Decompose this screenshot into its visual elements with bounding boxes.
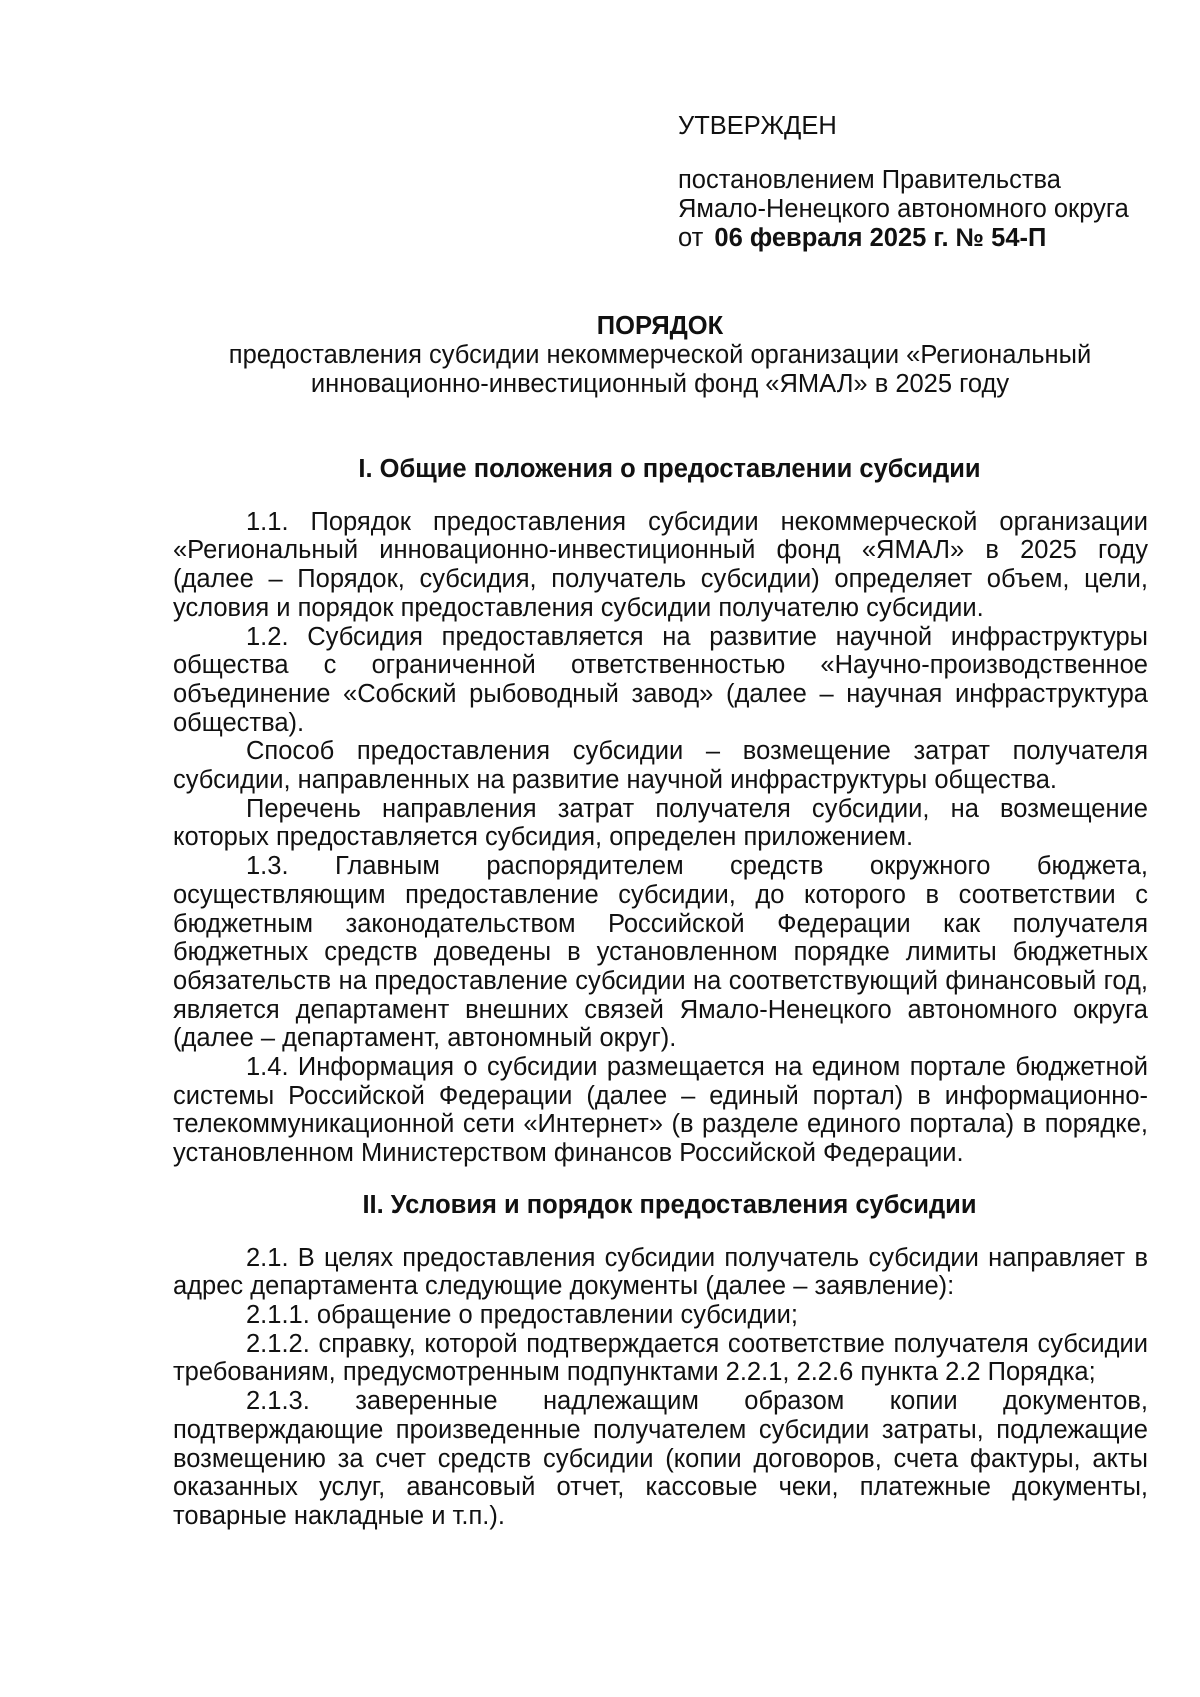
approval-date-prefix: от	[678, 224, 704, 252]
approval-date-line	[678, 224, 1178, 253]
approved-stamp-text: УТВЕРЖДЕН	[678, 112, 837, 140]
document-body	[173, 455, 1148, 1531]
paragraph-1-1: 1.1. Порядок предоставления субсидии некоммерческой организации «Региональный инновационно-инвестиционный фонд «ЯМАЛ» в 2025 году (далее – Порядок, субсидия, получатель субсидии) определяет объем, цели, условия и порядок предоставления субсидии получателю субсидии.	[173, 507, 1148, 622]
approval-block	[678, 112, 1178, 253]
paragraph-1-2: 1.2. Субсидия предоставляется на развитие научной инфраструктуры общества с ограниченной ответственностью «Научно-производственное объединение «Собский рыбоводный завод» (далее – научная инфраструктура общества).	[173, 622, 1148, 737]
document-title: ПОРЯДОК	[596, 312, 724, 340]
approval-line-1: постановлением Правительства	[678, 166, 1061, 194]
paragraph-method: Способ предоставления субсидии – возмещение затрат получателя субсидии, направленных на развитие научной инфраструктуры общества.	[173, 737, 1148, 795]
document-subtitle-line-1: предоставления субсидии некоммерческой организации «Региональный	[228, 341, 1092, 369]
paragraph-1-4: 1.4. Информация о субсидии размещается на едином портале бюджетной системы Российской Федерации (далее – единый портал) в информационно-телекоммуникационной сети «Интернет» (в разделе единого портала) в порядке, установленном Министерством финансов Российской Федерации.	[173, 1053, 1148, 1168]
paragraph-2-1-3: 2.1.3. заверенные надлежащим образом копии документов, подтверждающие произведенные получателем субсидии затраты, подлежащие возмещению за счет средств субсидии (копии договоров, счета фактуры, акты оказанных услуг, авансовый отчет, кассовые чеки, платежные документы, товарные накладные и т.п.).	[173, 1387, 1148, 1530]
approval-date-value: 06 февраля 2025 г. № 54-П	[714, 224, 1047, 252]
paragraph-cost-list: Перечень направления затрат получателя субсидии, на возмещение которых предоставляется субсидия, определен приложением.	[173, 794, 1148, 852]
document-title-block	[170, 312, 1150, 399]
approval-line-2: Ямало-Ненецкого автономного округа	[678, 195, 1129, 223]
section-heading-1: I. Общие положения о предоставлении субсидии	[358, 455, 981, 483]
document-subtitle-line-2: инновационно-инвестиционный фонд «ЯМАЛ» в 2025 году	[310, 370, 1010, 398]
paragraph-2-1-2: 2.1.2. справку, которой подтверждается соответствие получателя субсидии требованиям, предусмотренным подпунктами 2.2.1, 2.2.6 пункта 2.2 Порядка;	[173, 1329, 1148, 1387]
paragraph-2-1: 2.1. В целях предоставления субсидии получатель субсидии направляет в адрес департамента следующие документы (далее – заявление):	[173, 1243, 1148, 1301]
section-heading-2: II. Условия и порядок предоставления субсидии	[362, 1190, 977, 1219]
paragraph-1-3: 1.3. Главным распорядителем средств окружного бюджета, осуществляющим предоставление субсидии, до которого в соответствии с бюджетным законодательством Российской Федерации как получателя бюджетных средств доведены в установленном порядке лимиты бюджетных обязательств на предоставление субсидии на соответствующий финансовый год, является департамент внешних связей Ямало-Ненецкого автономного округа (далее – департамент, автономный округ).	[173, 852, 1148, 1053]
paragraph-2-1-1: 2.1.1. обращение о предоставлении субсидии;	[246, 1300, 798, 1329]
